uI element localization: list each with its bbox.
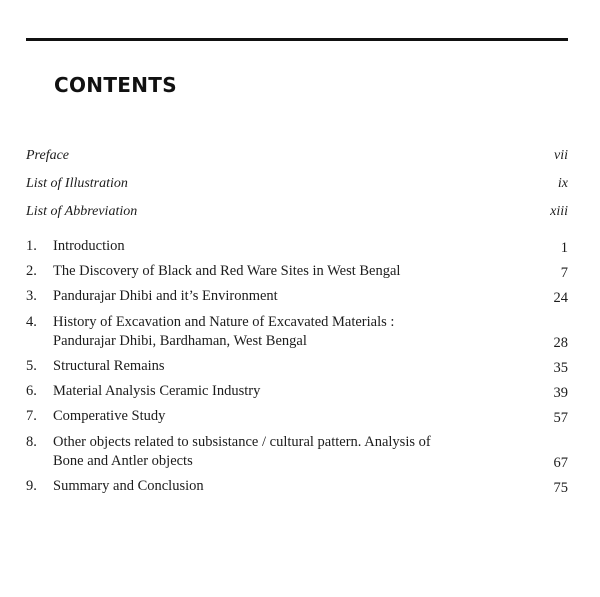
chapter-title-line: Pandurajar Dhibi and it’s Environment — [53, 288, 278, 304]
toc-entry-page: xiii — [550, 204, 568, 219]
chapter-number: 2. — [26, 263, 37, 279]
chapter-title-line: Bone and Antler objects — [53, 453, 193, 469]
chapter-title — [53, 237, 493, 256]
chapter-page: 39 — [553, 385, 568, 401]
chapter-title — [53, 433, 493, 471]
chapter-title-line: Other objects related to subsistance / cultural pattern. Analysis of — [53, 434, 431, 450]
chapter-number: 4. — [26, 314, 37, 330]
chapter-page: 35 — [553, 360, 568, 376]
chapter-page: 75 — [553, 480, 568, 496]
chapter-number: 7. — [26, 408, 37, 424]
toc-entry-label: List of Abbreviation — [26, 204, 138, 219]
chapter-number: 9. — [26, 478, 37, 494]
chapter-title — [53, 382, 493, 401]
chapter-title — [53, 287, 493, 306]
top-rule — [26, 38, 568, 41]
page-title: CONTENTS — [54, 73, 177, 97]
chapter-page: 28 — [553, 335, 568, 351]
chapter-page: 67 — [553, 455, 568, 471]
toc-entry-label: List of Illustration — [26, 176, 128, 191]
chapter-title-line: Introduction — [53, 238, 125, 254]
chapter-page: 7 — [560, 265, 568, 281]
chapter-page: 1 — [560, 240, 568, 256]
chapter-title — [53, 407, 493, 426]
chapter-page: 57 — [553, 410, 568, 426]
chapter-title-line: Material Analysis Ceramic Industry — [53, 383, 261, 399]
chapter-page: 24 — [553, 290, 568, 306]
toc-entry-page: ix — [557, 176, 568, 191]
chapter-title — [53, 313, 493, 351]
chapter-title — [53, 477, 493, 496]
chapter-title-line: The Discovery of Black and Red Ware Sites in West Bengal — [53, 263, 401, 279]
chapter-title-line: History of Excavation and Nature of Excavated Materials : — [53, 314, 395, 330]
chapter-title — [53, 262, 493, 281]
chapter-title-line: Comperative Study — [53, 408, 166, 424]
chapter-number: 5. — [26, 358, 37, 374]
chapter-title-line: Summary and Conclusion — [53, 478, 204, 494]
chapter-title-line: Pandurajar Dhibi, Bardhaman, West Bengal — [53, 333, 307, 349]
chapter-title — [53, 357, 493, 376]
toc-entry-label: Preface — [26, 148, 70, 163]
chapter-number: 8. — [26, 434, 37, 450]
chapter-number: 1. — [26, 238, 37, 254]
toc-entry-page: vii — [554, 148, 568, 163]
chapter-number: 3. — [26, 288, 37, 304]
chapter-title-line: Structural Remains — [53, 358, 165, 374]
chapter-number: 6. — [26, 383, 37, 399]
